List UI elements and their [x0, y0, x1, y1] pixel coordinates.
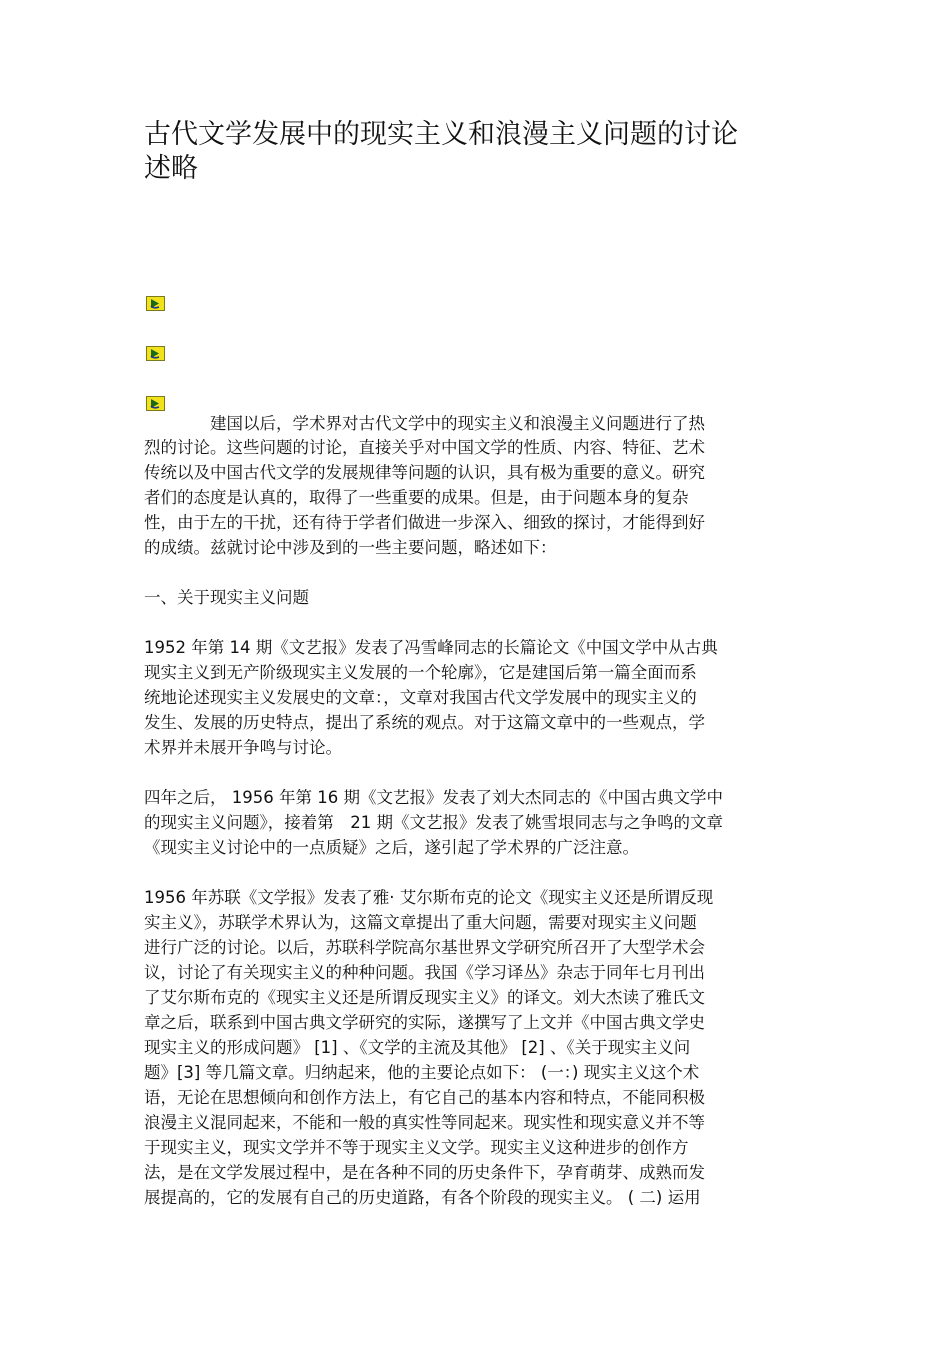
- paragraph-line: 《现实主义讨论中的一点质疑》之后，遂引起了学术界的广泛注意。: [144, 838, 639, 857]
- title-line-2: 述略: [144, 153, 198, 184]
- paragraph-line: 现实主义的形成问题》 [1] 、《文学的主流及其他》 [2] 、《关于现实主义问: [144, 1038, 691, 1057]
- paragraph-line: 发生、发展的历史特点，提出了系统的观点。对于这篇文章中的一些观点，学: [144, 713, 705, 732]
- paragraph-line: 浪漫主义混同起来，不能和一般的真实性等同起来。现实性和现实意义并不等: [144, 1113, 705, 1132]
- paragraph-line: 统地论述现实主义发展史的文章：，文章对我国古代文学发展中的现实主义的: [144, 688, 697, 707]
- title-line-1: 古代文学发展中的现实主义和浪漫主义问题的讨论: [144, 119, 738, 150]
- paragraph-line: 实主义》，苏联学术界认为，这篇文章提出了重大问题，需要对现实主义问题: [144, 913, 697, 932]
- paragraph-line: 四年之后， 1956 年第 16 期《文艺报》发表了刘大杰同志的《中国古典文学中: [144, 788, 723, 807]
- paragraph-line: 1956 年苏联《文学报》发表了雅· 艾尔斯布克的论文《现实主义还是所谓反现: [144, 888, 714, 907]
- paragraph-line: 语，无论在思想倾向和创作方法上，有它自己的基本内容和特点，不能同积极: [144, 1088, 705, 1107]
- paragraph-line: 进行广泛的讨论。以后，苏联科学院高尔基世界文学研究所召开了大型学术会: [144, 938, 705, 957]
- arrow-icon[interactable]: [146, 346, 165, 361]
- paragraph-line: 展提高的，它的发展有自己的历史道路，有各个阶段的现实主义。 ( 二) 运用: [144, 1188, 701, 1207]
- intro-line: 传统以及中国古代文学的发展规律等问题的认识，具有极为重要的意义。研究: [144, 463, 705, 482]
- paragraph-line: 术界并未展开争鸣与讨论。: [144, 738, 342, 757]
- intro-line: 者们的态度是认真的，取得了一些重要的成果。但是，由于问题本身的复杂: [144, 488, 689, 507]
- section-heading: 一、关于现实主义问题: [144, 588, 309, 607]
- document-title: [144, 118, 784, 186]
- paragraph-line: 法，是在文学发展过程中，是在各种不同的历史条件下，孕育萌芽、成熟而发: [144, 1163, 705, 1182]
- arrow-icon[interactable]: [146, 296, 165, 311]
- paragraph-line: 章之后，联系到中国古典文学研究的实际，遂撰写了上文并《中国古典文学史: [144, 1013, 705, 1032]
- paragraph-line: 1952 年第 14 期《文艺报》发表了冯雪峰同志的长篇论文《中国文学中从古典: [144, 638, 718, 657]
- paragraph-line: 现实主义到无产阶级现实主义发展的一个轮廓》，它是建国后第一篇全面而系: [144, 663, 697, 682]
- intro-line: 烈的讨论。这些问题的讨论，直接关乎对中国文学的性质、内容、特征、艺术: [144, 438, 705, 457]
- arrow-icon[interactable]: [146, 396, 165, 411]
- intro-line: 建国以后，学术界对古代文学中的现实主义和浪漫主义问题进行了热: [144, 414, 705, 433]
- paragraph-line: 议，讨论了有关现实主义的种种问题。我国《学习译丛》杂志于同年七月刊出: [144, 963, 705, 982]
- intro-line: 性，由于左的干扰，还有待于学者们做进一步深入、细致的探讨，才能得到好: [144, 513, 705, 532]
- paragraph-line: 的现实主义问题》，接着第 21 期《文艺报》发表了姚雪垠同志与之争鸣的文章: [144, 813, 723, 832]
- paragraph-line: 了艾尔斯布克的《现实主义还是所谓反现实主义》的译文。刘大杰读了雅氏文: [144, 988, 705, 1007]
- intro-line: 的成绩。兹就讨论中涉及到的一些主要问题，略述如下：: [144, 538, 557, 557]
- paragraph-line: 于现实主义，现实文学并不等于现实主义文学。现实主义这种进步的创作方: [144, 1138, 689, 1157]
- paragraph-line: 题》[3] 等几篇文章。归纳起来，他的主要论点如下： (一：) 现实主义这个术: [144, 1063, 700, 1082]
